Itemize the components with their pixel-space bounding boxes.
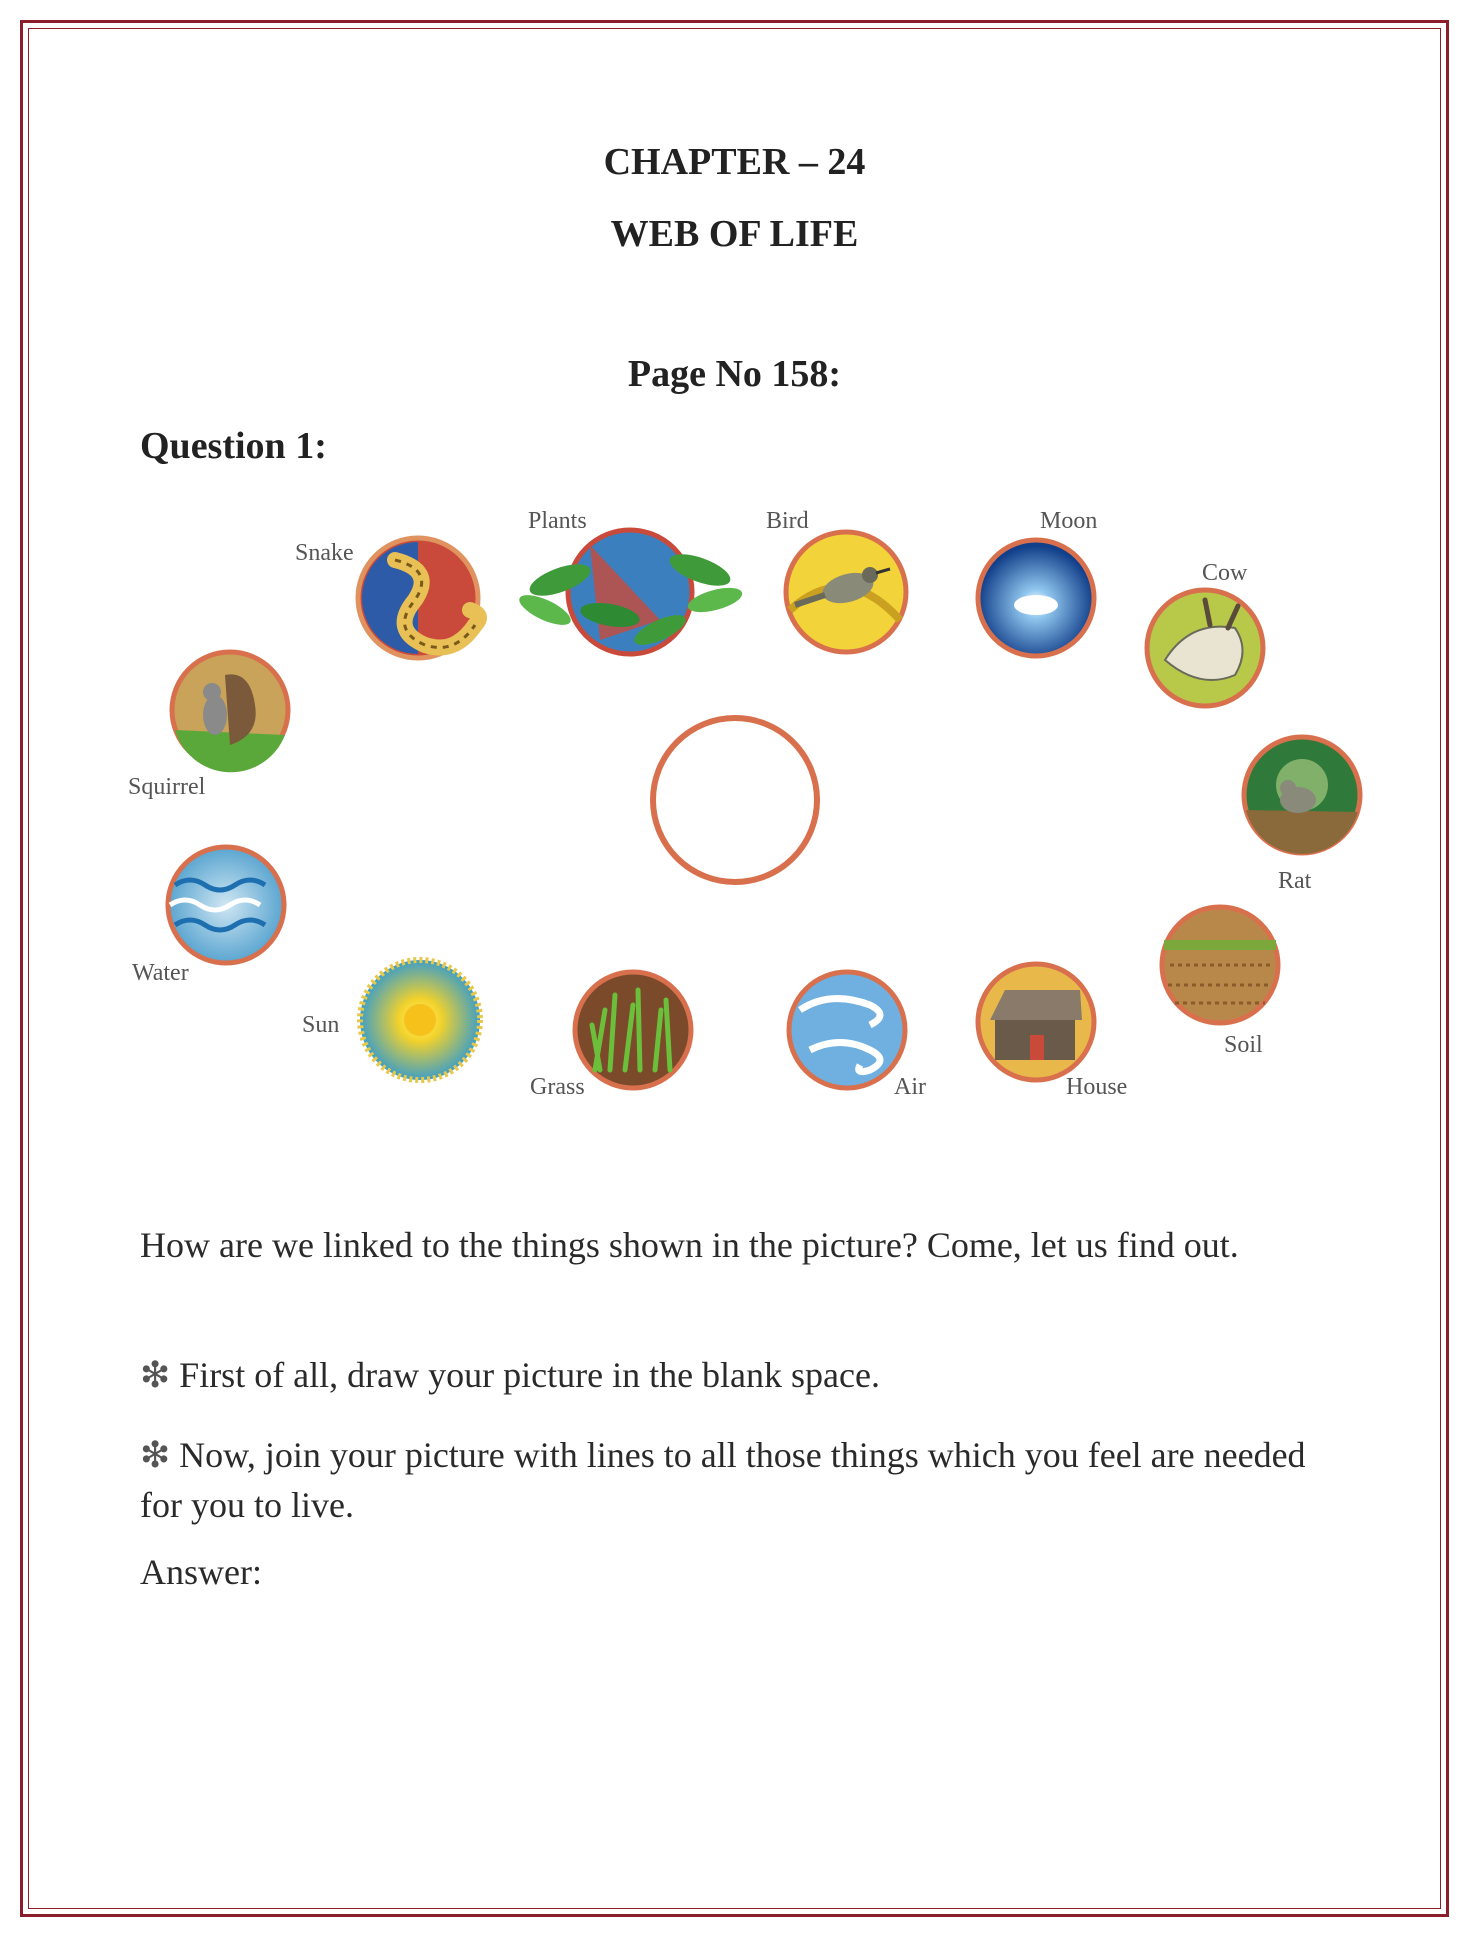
water-icon bbox=[168, 847, 284, 963]
house-label: House bbox=[1066, 1074, 1128, 1100]
page-number: Page No 158: bbox=[627, 353, 842, 395]
rat-icon bbox=[1244, 737, 1360, 854]
cow-label: Cow bbox=[1202, 560, 1248, 586]
bullet-symbol: ❇ bbox=[140, 1435, 171, 1475]
squirrel-label: Squirrel bbox=[128, 774, 206, 800]
air-icon bbox=[789, 972, 905, 1088]
soil-icon bbox=[1162, 907, 1278, 1023]
plants-label: Plants bbox=[528, 508, 587, 534]
bullet-symbol: ❇ bbox=[140, 1355, 171, 1395]
grass-icon bbox=[575, 972, 691, 1088]
chapter-title: WEB OF LIFE bbox=[610, 213, 859, 255]
step-2-text: Now, join your picture with lines to all those things which you feel are needed for you to live. bbox=[140, 1435, 1306, 1525]
air-label: Air bbox=[894, 1074, 926, 1100]
chapter-number: CHAPTER – 24 bbox=[603, 141, 866, 183]
step-1-text: First of all, draw your picture in the blank space. bbox=[179, 1355, 880, 1395]
intro-text: How are we linked to the things shown in the picture? Come, let us find out. bbox=[140, 1225, 1239, 1265]
house-icon bbox=[978, 964, 1094, 1080]
answer-label: Answer: bbox=[140, 1552, 262, 1592]
bird-label: Bird bbox=[766, 508, 809, 534]
step-2 bbox=[140, 1430, 1340, 1530]
squirrel-icon bbox=[172, 652, 288, 772]
moon-icon bbox=[978, 540, 1094, 656]
water-label: Water bbox=[132, 960, 189, 986]
cow-icon bbox=[1147, 590, 1263, 706]
step-1 bbox=[140, 1350, 1340, 1400]
moon-label: Moon bbox=[1040, 508, 1098, 534]
bird-icon bbox=[786, 532, 906, 652]
blank-center-circle bbox=[653, 718, 817, 882]
snake-label: Snake bbox=[295, 540, 354, 566]
sun-label: Sun bbox=[302, 1012, 340, 1038]
rat-label: Rat bbox=[1278, 868, 1312, 894]
snake-icon bbox=[358, 538, 479, 658]
question-label: Question 1: bbox=[140, 425, 327, 467]
sun-icon bbox=[360, 960, 480, 1080]
grass-label: Grass bbox=[530, 1074, 585, 1100]
soil-label: Soil bbox=[1224, 1032, 1263, 1058]
plants-icon bbox=[515, 530, 744, 654]
